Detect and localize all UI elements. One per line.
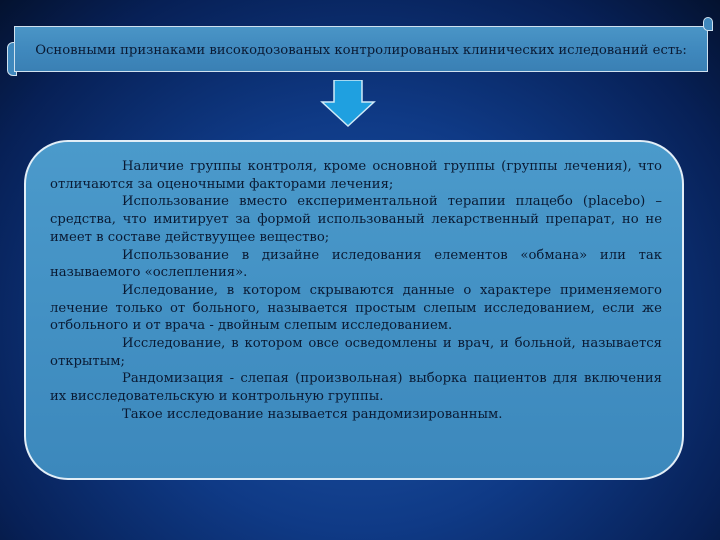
criteria-item: Такое исследование называется рандомизированным. — [122, 406, 503, 422]
criteria-list — [50, 158, 662, 424]
scroll-curl-right — [703, 17, 713, 31]
criteria-box — [24, 140, 684, 480]
criteria-item: Использование вместо експериментальной терапии плацебо (placebo) – средства, что имитирует за формой использованый лекарственный препарат, но не имеет в составе действуущее вещество; — [50, 194, 662, 245]
banner-title: Основными признаками високодозованых контролированых клинических иследований есть: — [35, 42, 687, 58]
criteria-item: Использование в дизайне иследования елементов «обмана» или так называемого «ослепления». — [50, 247, 662, 281]
down-arrow-icon — [320, 80, 376, 128]
criteria-item: Наличие группы контроля, кроме основной группы (группы лечения), что отличаются за оценочными факторами лечения; — [50, 159, 662, 192]
criteria-item: Рандомизация - слепая (произвольная) выборка пациентов для включения их висследовательскую и контрольную группы. — [50, 371, 662, 405]
title-banner — [14, 26, 708, 72]
criteria-item: Иследование, в котором скрываются данные о характере применяемого лечение только от больного, называется простым слепым исследованием, если же отбольного и от врача - двойным слепым исследованием. — [50, 282, 662, 334]
criteria-item: Исследование, в котором овсе осведомлены и врач, и больной, называется открытым; — [50, 336, 662, 369]
